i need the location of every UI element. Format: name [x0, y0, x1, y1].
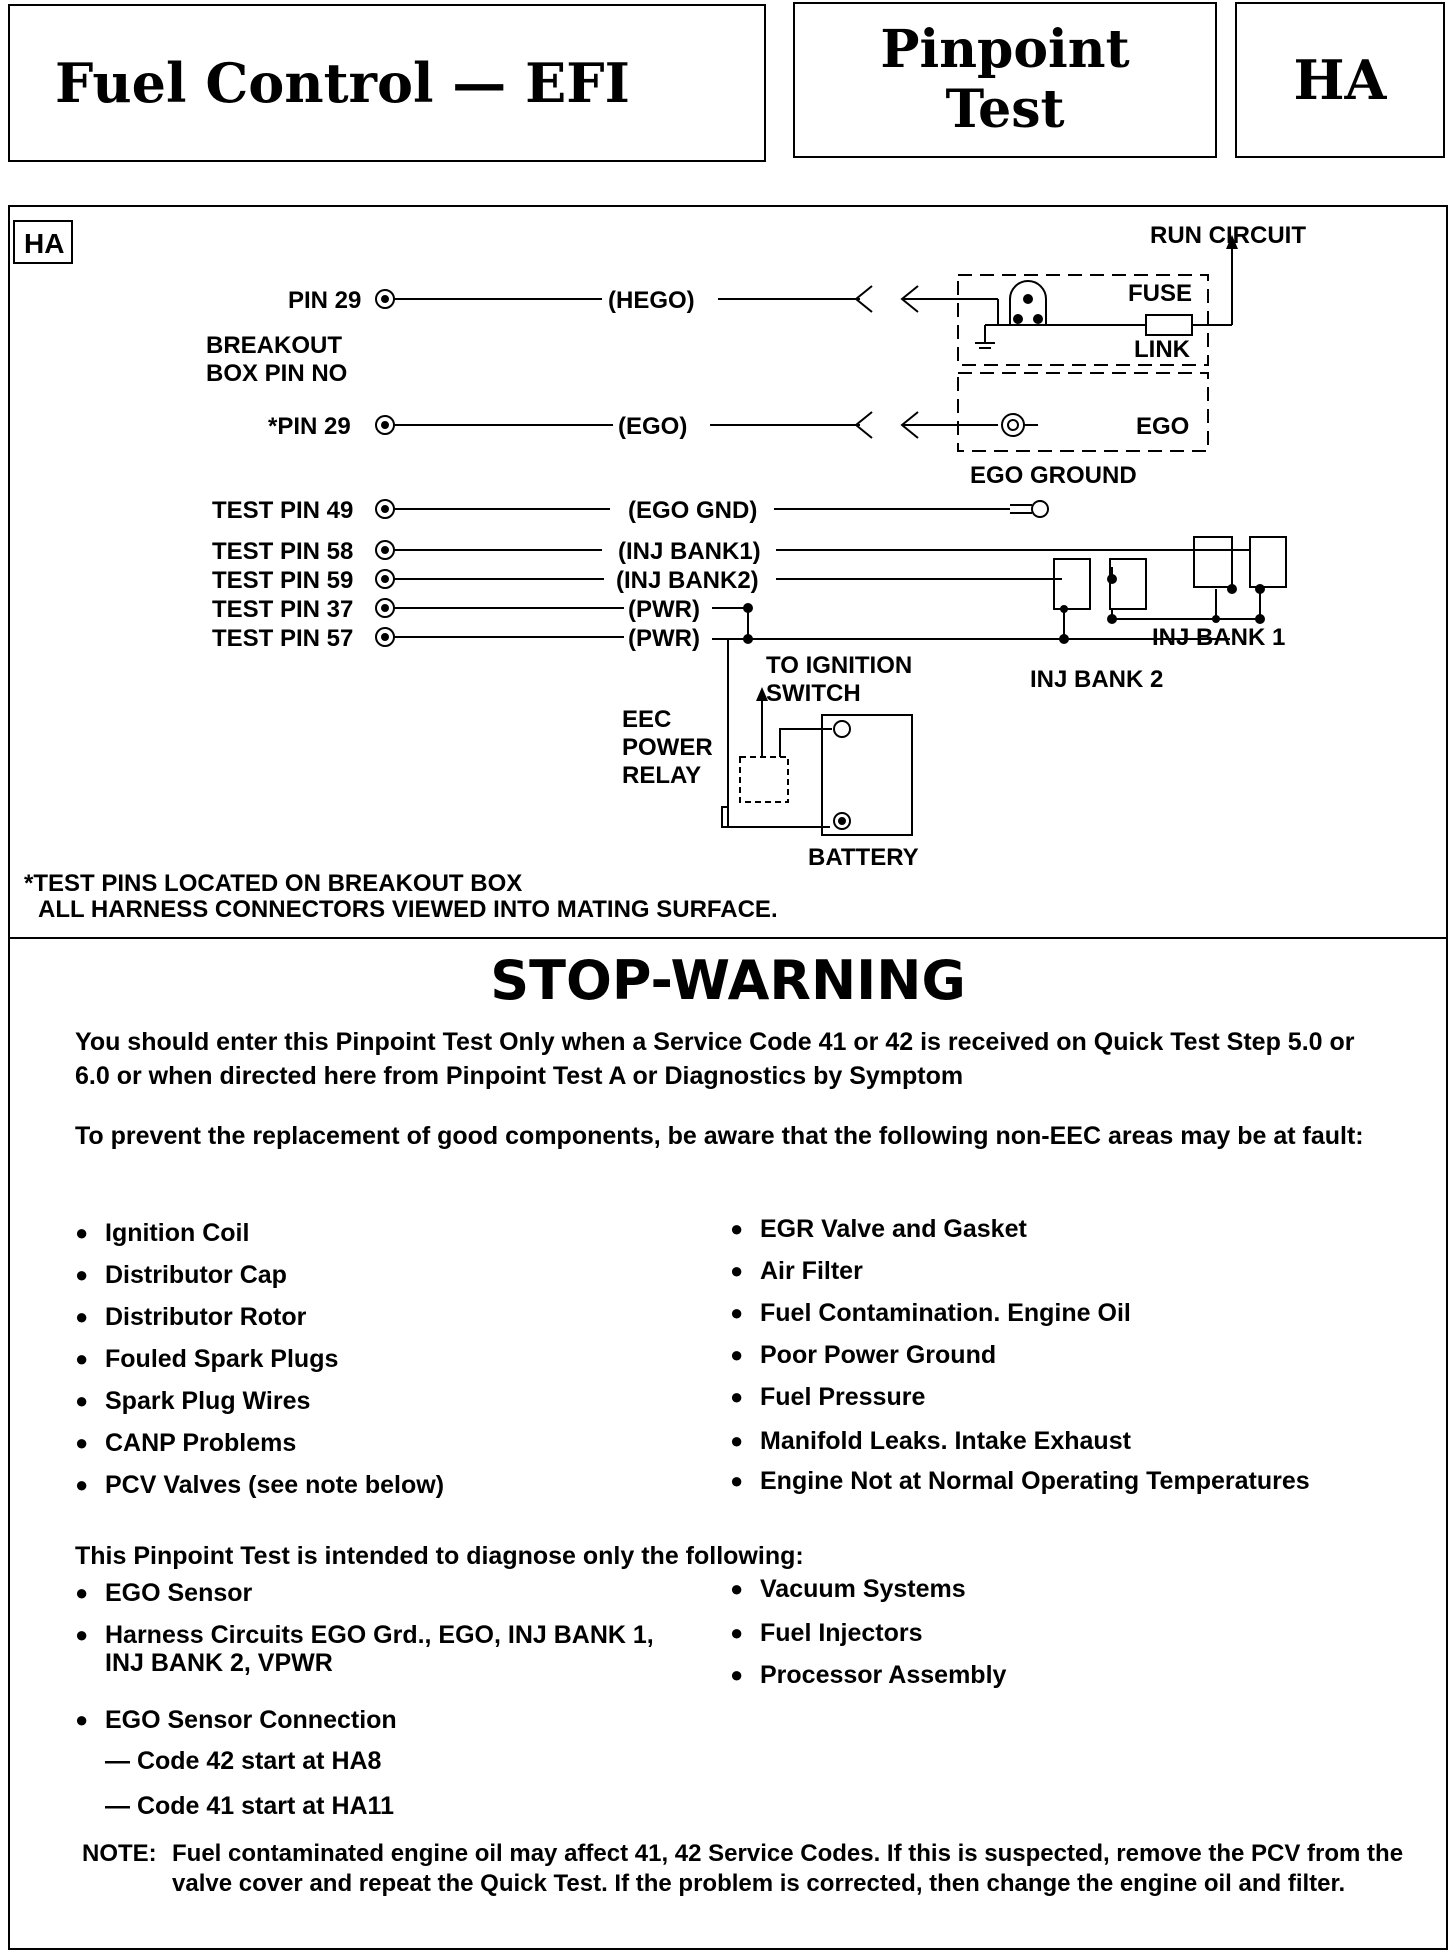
intro-text: You should enter this Pinpoint Test Only when a Service Code 41 or 42 is received on Quick Test Step 5.0 or 6.0 or when directed here from Pinpoint Test A or Diagnostics by Symptom: [75, 1028, 1355, 1090]
bullet-item: ● EGO Sensor Connection: [75, 1704, 397, 1737]
note-text: Fuel contaminated engine oil may affect 41, 42 Service Codes. If this is suspected, remove the PCV from the valve cover and repeat the Quick Test. If the problem is corrected, then change the engine oil and filter.: [172, 1840, 1404, 1897]
bullet-item: ● Fuel Pressure: [730, 1381, 925, 1414]
bullet-item: ● Manifold Leaks. Intake Exhaust: [730, 1425, 1131, 1458]
pwr-wire-label-2: (PWR): [628, 625, 700, 652]
bullet-item: ● Harness Circuits EGO Grd., EGO, INJ BANK 1,: [75, 1619, 654, 1652]
ignition-label-1: TO IGNITION: [766, 652, 913, 679]
pinpoint-label: Pinpoint: [880, 19, 1130, 80]
code41-line: — Code 41 start at HA11: [105, 1792, 394, 1820]
pin29-label: PIN 29: [288, 287, 362, 314]
run-circuit-label: RUN CIRCUIT: [1150, 222, 1306, 249]
test-code: HA: [1293, 48, 1387, 112]
bullet-item: ● CANP Problems: [75, 1427, 296, 1460]
intended-text: This Pinpoint Test is intended to diagnose only the following:: [75, 1542, 804, 1570]
test-pin-37-label: TEST PIN 37: [212, 596, 354, 623]
bullet-item: ● Processor Assembly: [730, 1659, 1006, 1692]
title-text: Fuel Control — EFI: [55, 51, 630, 115]
breakout-label-1: BREAKOUT: [206, 332, 342, 359]
test-pin-49-label: TEST PIN 49: [212, 497, 354, 524]
test-pin-58-label: TEST PIN 58: [212, 538, 354, 565]
link-label: LINK: [1134, 336, 1190, 363]
fuse-label: FUSE: [1128, 280, 1193, 307]
ego-gnd-wire-label: (EGO GND): [628, 497, 758, 524]
main-panel: [8, 205, 1448, 1950]
pwr-wire-label-1: (PWR): [628, 596, 700, 623]
diag-left-continuation: INJ BANK 2, VPWR: [105, 1649, 333, 1677]
inj-bank-2-label: INJ BANK 2: [1030, 666, 1164, 693]
footnote-2: ALL HARNESS CONNECTORS VIEWED INTO MATING SURFACE.: [38, 896, 778, 923]
page-title: [8, 4, 766, 162]
bullet-item: ● Spark Plug Wires: [75, 1385, 310, 1418]
ego-ground-label: EGO GROUND: [970, 462, 1137, 489]
bullet-item: ● Air Filter: [730, 1255, 863, 1288]
inj-bank1-wire-label: (INJ BANK1): [618, 538, 761, 565]
bullet-item: ● Fouled Spark Plugs: [75, 1343, 338, 1376]
bullet-item: ● Vacuum Systems: [730, 1573, 966, 1606]
pin29-star-label: *PIN 29: [268, 413, 351, 440]
eec-label-3: RELAY: [622, 762, 702, 789]
ego-label: EGO: [1136, 413, 1190, 440]
eec-label-2: POWER: [622, 734, 713, 761]
test-label: Test: [945, 79, 1065, 140]
wiring-diagram: [10, 207, 1446, 937]
test-code-box: [1235, 2, 1445, 158]
bullet-item: ● EGR Valve and Gasket: [730, 1213, 1027, 1246]
prevent-text: To prevent the replacement of good components, be aware that the following non-EEC areas may be at fault:: [75, 1122, 1364, 1150]
bullet-item: ● Fuel Contamination. Engine Oil: [730, 1297, 1131, 1330]
ignition-label-2: SWITCH: [766, 680, 861, 707]
bullet-item: ● Poor Power Ground: [730, 1339, 996, 1372]
warning-title: STOP-WARNING: [490, 949, 966, 1012]
battery-label: BATTERY: [808, 844, 919, 871]
test-pin-59-label: TEST PIN 59: [212, 567, 354, 594]
hego-wire-label: (HEGO): [608, 287, 695, 314]
code42-line: — Code 42 start at HA8: [105, 1747, 382, 1775]
inj-bank-1-label: INJ BANK 1: [1152, 624, 1286, 651]
breakout-label-2: BOX PIN NO: [206, 360, 348, 387]
bullet-item: ● Fuel Injectors: [730, 1617, 923, 1650]
test-pin-57-label: TEST PIN 57: [212, 625, 354, 652]
bullet-item: ● EGO Sensor: [75, 1577, 252, 1610]
inj-bank2-wire-label: (INJ BANK2): [616, 567, 759, 594]
diagram-tag: HA: [24, 228, 65, 259]
bullet-item: ● Distributor Rotor: [75, 1301, 306, 1334]
eec-label-1: EEC: [622, 706, 672, 733]
pinpoint-test-box: [793, 2, 1217, 158]
section-divider: [10, 937, 1446, 939]
note-label: NOTE:: [82, 1840, 157, 1867]
bullet-item: ● Distributor Cap: [75, 1259, 287, 1292]
bullet-item: ● Engine Not at Normal Operating Temperatures: [730, 1465, 1310, 1498]
bullet-item: ● Ignition Coil: [75, 1217, 249, 1250]
bullet-item: ● PCV Valves (see note below): [75, 1469, 444, 1502]
footnote-1: *TEST PINS LOCATED ON BREAKOUT BOX: [24, 870, 523, 897]
ego-wire-label: (EGO): [618, 413, 688, 440]
